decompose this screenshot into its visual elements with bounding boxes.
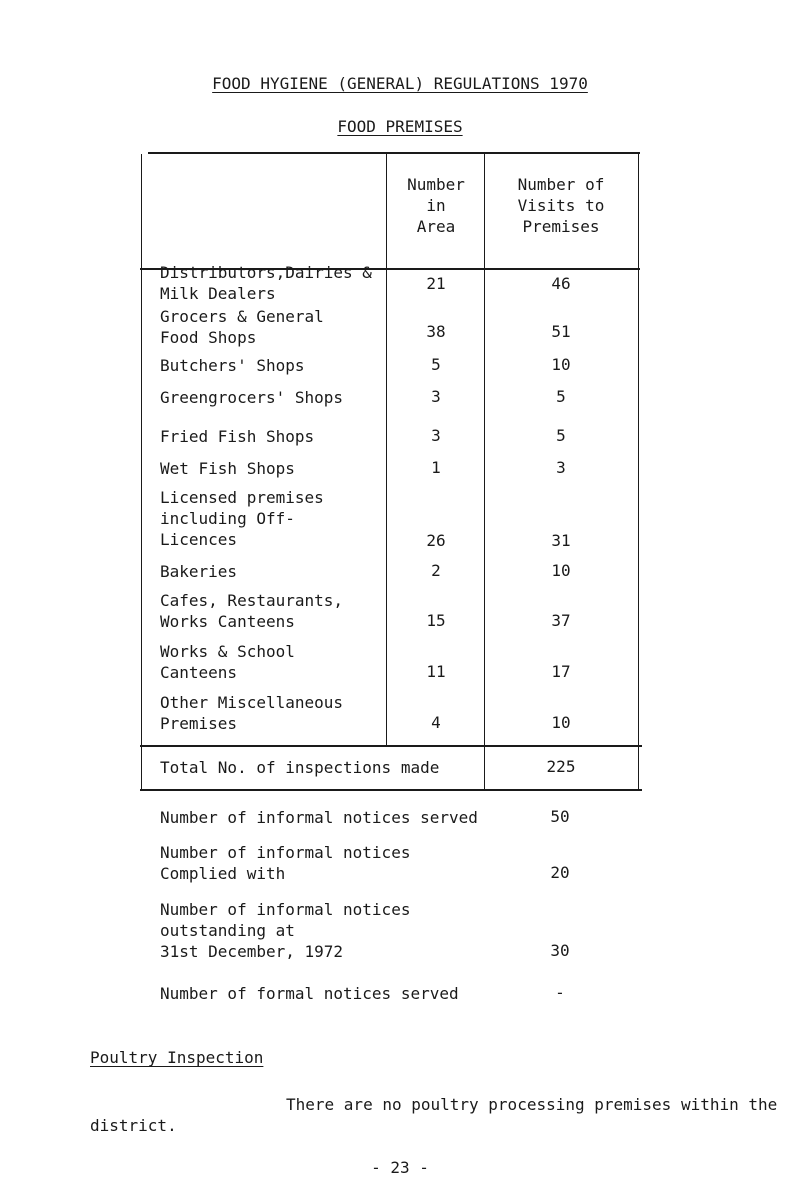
notice-value: - bbox=[555, 983, 565, 1002]
area-count: 5 bbox=[431, 355, 441, 374]
total-label: Total No. of inspections made bbox=[160, 758, 440, 777]
row-label: Canteens bbox=[160, 663, 238, 682]
section-subtitle: FOOD PREMISES bbox=[337, 117, 463, 136]
notice-value: 50 bbox=[550, 807, 570, 826]
column-header-area: Number in Area bbox=[407, 175, 465, 236]
notice-value: 20 bbox=[550, 863, 570, 882]
notice-label: 31st December, 1972 bbox=[160, 942, 344, 961]
area-count: 2 bbox=[431, 561, 441, 580]
notice-label: outstanding at bbox=[160, 921, 295, 940]
notice-value: 30 bbox=[550, 941, 570, 960]
visits-count: 10 bbox=[551, 713, 571, 732]
visits-count: 37 bbox=[551, 611, 571, 630]
row-label: Licences bbox=[160, 530, 238, 549]
table-total-rule bbox=[140, 745, 642, 747]
row-label: Greengrocers' Shops bbox=[160, 388, 344, 407]
row-label: Wet Fish Shops bbox=[160, 459, 295, 478]
row-label: Premises bbox=[160, 714, 238, 733]
row-label: Bakeries bbox=[160, 562, 238, 581]
visits-count: 10 bbox=[551, 355, 571, 374]
row-label: Works & School bbox=[160, 642, 295, 661]
row-label: Other Miscellaneous bbox=[160, 693, 344, 712]
visits-count: 31 bbox=[551, 531, 571, 550]
visits-count: 5 bbox=[556, 387, 566, 406]
area-count: 21 bbox=[426, 274, 446, 293]
table-bottom-rule bbox=[140, 789, 642, 791]
area-count: 38 bbox=[426, 322, 446, 341]
area-count: 1 bbox=[431, 458, 441, 477]
page-title: FOOD HYGIENE (GENERAL) REGULATIONS 1970 bbox=[212, 74, 588, 93]
visits-count: 17 bbox=[551, 662, 571, 681]
table-top-rule bbox=[148, 152, 640, 154]
row-label: Milk Dealers bbox=[160, 284, 276, 303]
notice-label: Complied with bbox=[160, 864, 286, 883]
table-right-border bbox=[638, 154, 639, 790]
visits-count: 3 bbox=[556, 458, 566, 477]
row-label: Works Canteens bbox=[160, 612, 295, 631]
table-col-divider-2 bbox=[484, 154, 485, 790]
notice-label: Number of informal notices served bbox=[160, 808, 478, 827]
visits-count: 5 bbox=[556, 426, 566, 445]
area-count: 26 bbox=[426, 531, 446, 550]
visits-count: 51 bbox=[551, 322, 571, 341]
total-value: 225 bbox=[546, 757, 576, 776]
notice-label: Number of formal notices served bbox=[160, 984, 459, 1003]
row-label: Food Shops bbox=[160, 328, 257, 347]
area-count: 4 bbox=[431, 713, 441, 732]
row-label: Grocers & General bbox=[160, 307, 324, 326]
row-label: including Off- bbox=[160, 509, 295, 528]
page-number: - 23 - bbox=[371, 1158, 429, 1177]
poultry-heading: Poultry Inspection bbox=[90, 1048, 264, 1067]
row-label: Butchers' Shops bbox=[160, 356, 305, 375]
area-count: 3 bbox=[431, 426, 441, 445]
table-left-border bbox=[141, 154, 142, 790]
row-label: Fried Fish Shops bbox=[160, 427, 315, 446]
area-count: 3 bbox=[431, 387, 441, 406]
visits-count: 46 bbox=[551, 274, 571, 293]
notice-label: Number of informal notices bbox=[160, 900, 411, 919]
area-count: 11 bbox=[426, 662, 446, 681]
area-count: 15 bbox=[426, 611, 446, 630]
poultry-paragraph: There are no poultry processing premises within the district. bbox=[90, 1095, 778, 1135]
notice-label: Number of informal notices bbox=[160, 843, 411, 862]
column-header-visits: Number of Visits to Premises bbox=[517, 175, 605, 236]
row-label: Licensed premises bbox=[160, 488, 324, 507]
visits-count: 10 bbox=[551, 561, 571, 580]
row-label: Cafes, Restaurants, bbox=[160, 591, 344, 610]
row-label: Distributors,Dairies & bbox=[160, 263, 372, 282]
